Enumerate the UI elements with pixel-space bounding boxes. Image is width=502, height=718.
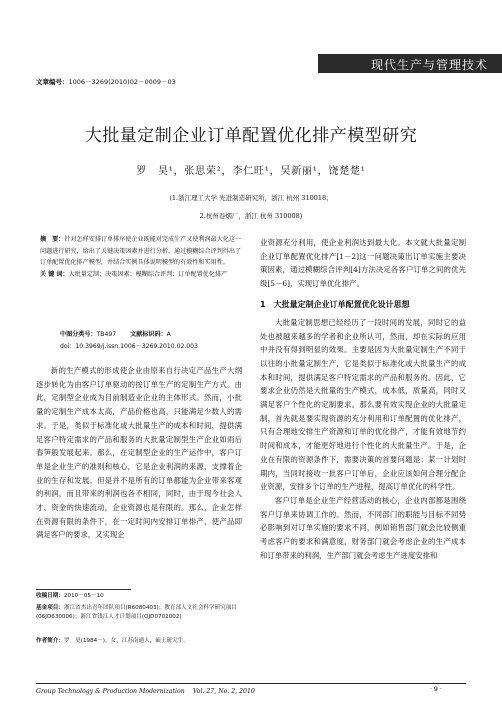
column-title: 现代生产与管理技术	[370, 58, 488, 72]
page-number: · 9 ·	[430, 686, 442, 693]
footnote-text: 2010－05－10	[63, 593, 104, 599]
article-number	[36, 77, 176, 86]
article-number-label: 文章编号：	[36, 78, 69, 86]
clc-value: TB497	[96, 331, 117, 338]
column-header-band	[318, 54, 502, 73]
abstract-block	[40, 234, 242, 280]
footnote-received	[36, 592, 244, 601]
abstract-text: 针对怎样安排订单排序使企业既能对完成生产又使利润最大化这一问题进行研究，给出了关键决策因素并进行分析，通过模糊综合评判得出了订单配置优化排产模型，并结合实例具体说明模型的有效性和实用性。	[40, 236, 242, 267]
footer-rule	[36, 683, 466, 684]
paper-title: 大批量定制企业订单配置优化排产模型研究	[84, 126, 418, 146]
left-paragraph-1: 新的生产模式的形成使企业由原来自行决定产品生产大纲逐步转化为由客户订单驱动的按订单生产的定制生产方式。由此，定制型企业成为目前制造业企业的主体形式。然而，小批量的定制生产成本太高，产品价格也高，只能满足少数人的需求。于是，类似于标准化或大批量生产的成本和时间，提供满足客户特定需求的产品和服务的大批量定制型生产企业如雨后春笋般发展起来。那么，在定制型企业的生产运作中，客户订单是企业生产的准则和核心，它是企业利润的来源，支撑着企业的生存和发展。但是并不是所有的订单都能为企业带来客观的利润，而且带来的利润也各不相同，同时，由于现今社会人才、资金的快速流动，企业资源也是有限的。那么，企业怎样在资源有限的条件下，在一定时间内安排订单排产，使产品即满足客户的要求，又实现企	[36, 366, 242, 540]
author-list: 罗 昊¹，张思荣²，李仁旺¹，吴新丽¹，饶楚楚¹	[136, 166, 366, 177]
footnote-label: 基金项目：	[36, 605, 64, 611]
article-number-value: 1006－3269(2010)02－0009－03	[68, 78, 176, 86]
doc-code-label: 文献标识码：	[130, 331, 167, 338]
footnote-separator	[36, 589, 131, 590]
doi: doi：10.3969/j.issn.1006－3269.2010.02.003	[60, 342, 198, 350]
footnote-label: 作者简介：	[36, 638, 64, 644]
affiliation-1: (1.浙江理工大学 先进制造研究所，浙江 杭州 310018；	[169, 194, 333, 202]
keywords-text: 大批量定制；决策因素；模糊综合评判；订单配置优化排产	[68, 270, 228, 278]
classification-block	[60, 329, 240, 352]
section-heading-1: 1 大批量定制企业订单配置优化设计思想	[260, 299, 410, 309]
footnote-text: 罗 昊(1984－)，女，江苏南通人，硕士研究生。	[63, 638, 189, 644]
affiliation-2: 2.杭州卷烟厂，浙江 杭州 310008)	[199, 212, 303, 220]
keywords-label: 关 键 词：	[40, 270, 69, 278]
doc-code-value: A	[166, 331, 171, 338]
clc-label: 中图分类号：	[60, 331, 97, 338]
footnote-label: 收稿日期：	[36, 593, 64, 599]
footnote-text: 浙江省杰出青年团队项目(R6080403)；教育部人文社会科学研究项目(06JD630006)；浙江省钱江人才计划项目(QJD0702002)	[36, 605, 237, 620]
abstract-label: 摘 要：	[40, 236, 65, 243]
right-paragraph-2: 大批量定制思想已经经历了一段时间的发展，同时它的益处也被越来越多的学者和企业所认可，然而，却在实际的应用中并没有得到明显的效果。主要是因为大批量定制生产不同于以往的小批量定制生产，它是类似于标准化或大批量生产的成本和时间，提供满足客户特定需求的产品和服务的。因此，它要求企业仍然是大批量的生产模式，成本低，质量高，同时又满足客户个性化的定制要求。那么要有效实现企业的大批量定制，首先就是要实现资源的充分利用和订单配置的优化排产，只有合理地安排生产资源和订单的优化排产，才能有效地节约时间和成本，才能更好地进行个性化的大批量生产。于是，企业在有限的资源条件下，需要决策的首要问题是：某一计划时期内，当同时接收一批客户订单后，企业应该如何合理分配企业资源，安排多个订单的生产进程，提高订单优化的科学性。	[260, 317, 466, 492]
journal-footer: Group Technology & Production Modernization Vol. 27, No. 2, 2010	[36, 688, 255, 695]
right-paragraph-1: 业资源充分利用，使企业利润达到最大化。本文就大批量定制企业订单配置优化排产[1－2]这一问题决策出订单实施主要决策因素，通过模糊综合评判[4]方法决定各客户订单之间的优先级[5－6]，实现订单优化排产。	[260, 238, 466, 289]
right-body-column	[260, 236, 466, 562]
footnote-author	[36, 637, 244, 646]
footnote-funding	[36, 604, 244, 621]
left-body-column	[36, 364, 242, 542]
right-paragraph-3: 客户订单是企业生产经营活动的核心，企业内部都是围绕客户订单来协调工作的。然而，不同部门的职能与目标不同势必影响到对订单实施的要求不同，例如销售部门就会比较侧重考虑客户的要求和满意度，财务部门就会考虑企业的生产成本和订单带来的利润，生产部门就会考虑生产进度安排和	[260, 495, 466, 560]
